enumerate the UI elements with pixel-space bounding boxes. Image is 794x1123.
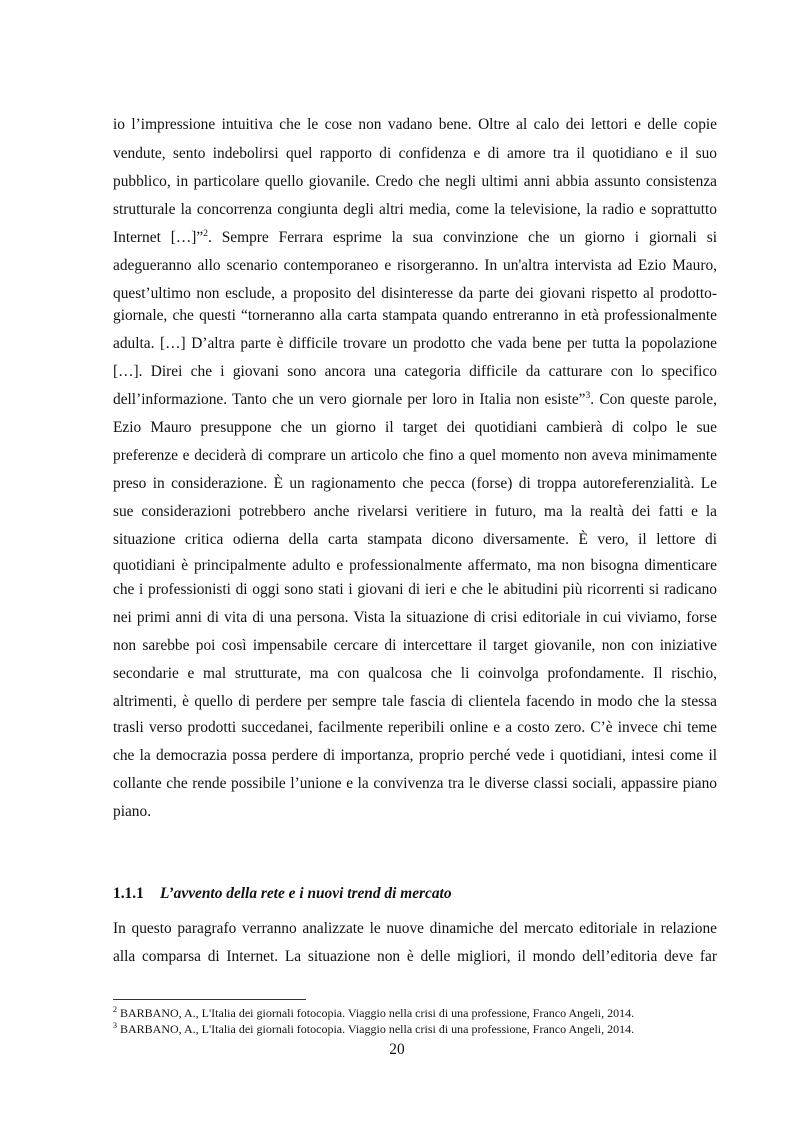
footnote-2 <box>113 1006 634 1020</box>
body-line: altrimenti, è quello di perdere per sempre tale fascia di clientela facendo in modo che la stessa <box>113 693 717 710</box>
body-line: non sarebbe poi così impensabile cercare di intercettare il target giovanile, non con iniziative <box>113 637 717 654</box>
body-line: Ezio Mauro presuppone che un giorno il target dei quotidiani cambierà di colpo le sue <box>113 419 717 436</box>
body-line: sue considerazioni potrebbero anche rivelarsi veritiere in futuro, ma la realtà dei fatti e la <box>113 503 717 520</box>
body-line <box>113 390 717 410</box>
body-line: […]. Direi che i giovani sono ancora una categoria difficile da catturare con lo specifico <box>113 363 717 380</box>
footnote-ref-2: 2 <box>203 228 208 239</box>
body-line-part: . Con queste parole, <box>590 391 717 408</box>
body-line: io l’impressione intuitiva che le cose non vadano bene. Oltre al calo dei lettori e delle copie <box>113 116 717 133</box>
footnote-mark: 2 <box>113 1005 117 1014</box>
body-line: secondarie e mal strutturate, ma con qualcosa che li coinvolga profondamente. Il rischio, <box>113 665 717 682</box>
body-line: adulta. […] D’altra parte è difficile trovare un prodotto che vada bene per tutta la popolazione <box>113 335 717 352</box>
footnote-text: BARBANO, A., L'Italia dei giornali fotocopia. Viaggio nella crisi di una professione, Franco Angeli, 2014. <box>117 1006 635 1020</box>
footnote-separator <box>113 999 306 1000</box>
body-line: nei primi anni di vita di una persona. Vista la situazione di crisi editoriale in cui viviamo, forse <box>113 609 717 626</box>
body-line: adegueranno allo scenario contemporaneo e risorgeranno. In un'altra intervista ad Ezio Mauro, <box>113 257 717 274</box>
section-body-line: In questo paragrafo verranno analizzate le nuove dinamiche del mercato editoriale in relazione <box>113 920 717 937</box>
footnote-3 <box>113 1022 634 1036</box>
section-title: L’avvento della rete e i nuovi trend di mercato <box>160 885 452 902</box>
body-line: vendute, sento indebolirsi quel rapporto di confidenza e di amore tra il quotidiano e il suo <box>113 145 717 162</box>
body-line-part: . Sempre Ferrara esprime la sua convinzione che un giorno i giornali si <box>207 229 717 246</box>
body-line: preferenze e deciderà di comprare un articolo che fino a quel momento non aveva minimamente <box>113 447 717 464</box>
footnote-mark: 3 <box>113 1021 117 1030</box>
body-line: quest’ultimo non esclude, a proposito del disinteresse da parte dei giovani rispetto al prodotto- <box>113 285 717 302</box>
body-line: quotidiani è principalmente adulto e professionalmente affermato, ma non bisogna dimenticare <box>113 557 717 574</box>
body-line: che la democrazia possa perdere di importanza, proprio perché vede i quotidiani, intesi come il <box>113 747 717 764</box>
footnote-text: BARBANO, A., L'Italia dei giornali fotocopia. Viaggio nella crisi di una professione, Franco Angeli, 2014. <box>117 1022 635 1036</box>
body-line: pubblico, in particolare quello giovanile. Credo che negli ultimi anni abbia assunto consistenza <box>113 173 717 190</box>
body-line: piano. <box>113 803 152 820</box>
body-line: collante che rende possibile l’unione e la convivenza tra le diverse classi sociali, appassire piano <box>113 775 717 792</box>
body-line: giornale, che questi “torneranno alla carta stampata quando entreranno in età professionalmente <box>113 307 717 324</box>
body-line-part: Internet […]” <box>113 229 204 246</box>
body-line: preso in considerazione. È un ragionamento che pecca (forse) di troppa autoreferenzialità. Le <box>113 475 717 492</box>
page-number: 20 <box>389 1041 405 1058</box>
body-line: strutturale la concorrenza congiunta degli altri media, come la televisione, la radio e soprattutto <box>113 201 717 218</box>
body-line: trasli verso prodotti succedanei, facilmente reperibili online e a costo zero. C’è invece chi teme <box>113 719 717 736</box>
footnote-ref-3: 3 <box>585 390 591 401</box>
section-heading <box>113 885 452 903</box>
body-line: che i professionisti di oggi sono stati i giovani di ieri e che le abitudini più ricorrenti si radicano <box>113 581 717 598</box>
section-body-line: alla comparsa di Internet. La situazione non è delle migliori, il mondo dell’editoria deve far <box>113 948 717 965</box>
section-number: 1.1.1 <box>113 885 144 902</box>
body-line <box>113 228 717 248</box>
body-line: situazione critica odierna della carta stampata dicono diversamente. È vero, il lettore di <box>113 531 717 548</box>
body-line-part: dell’informazione. Tanto che un vero giornale per loro in Italia non esiste” <box>113 391 586 408</box>
